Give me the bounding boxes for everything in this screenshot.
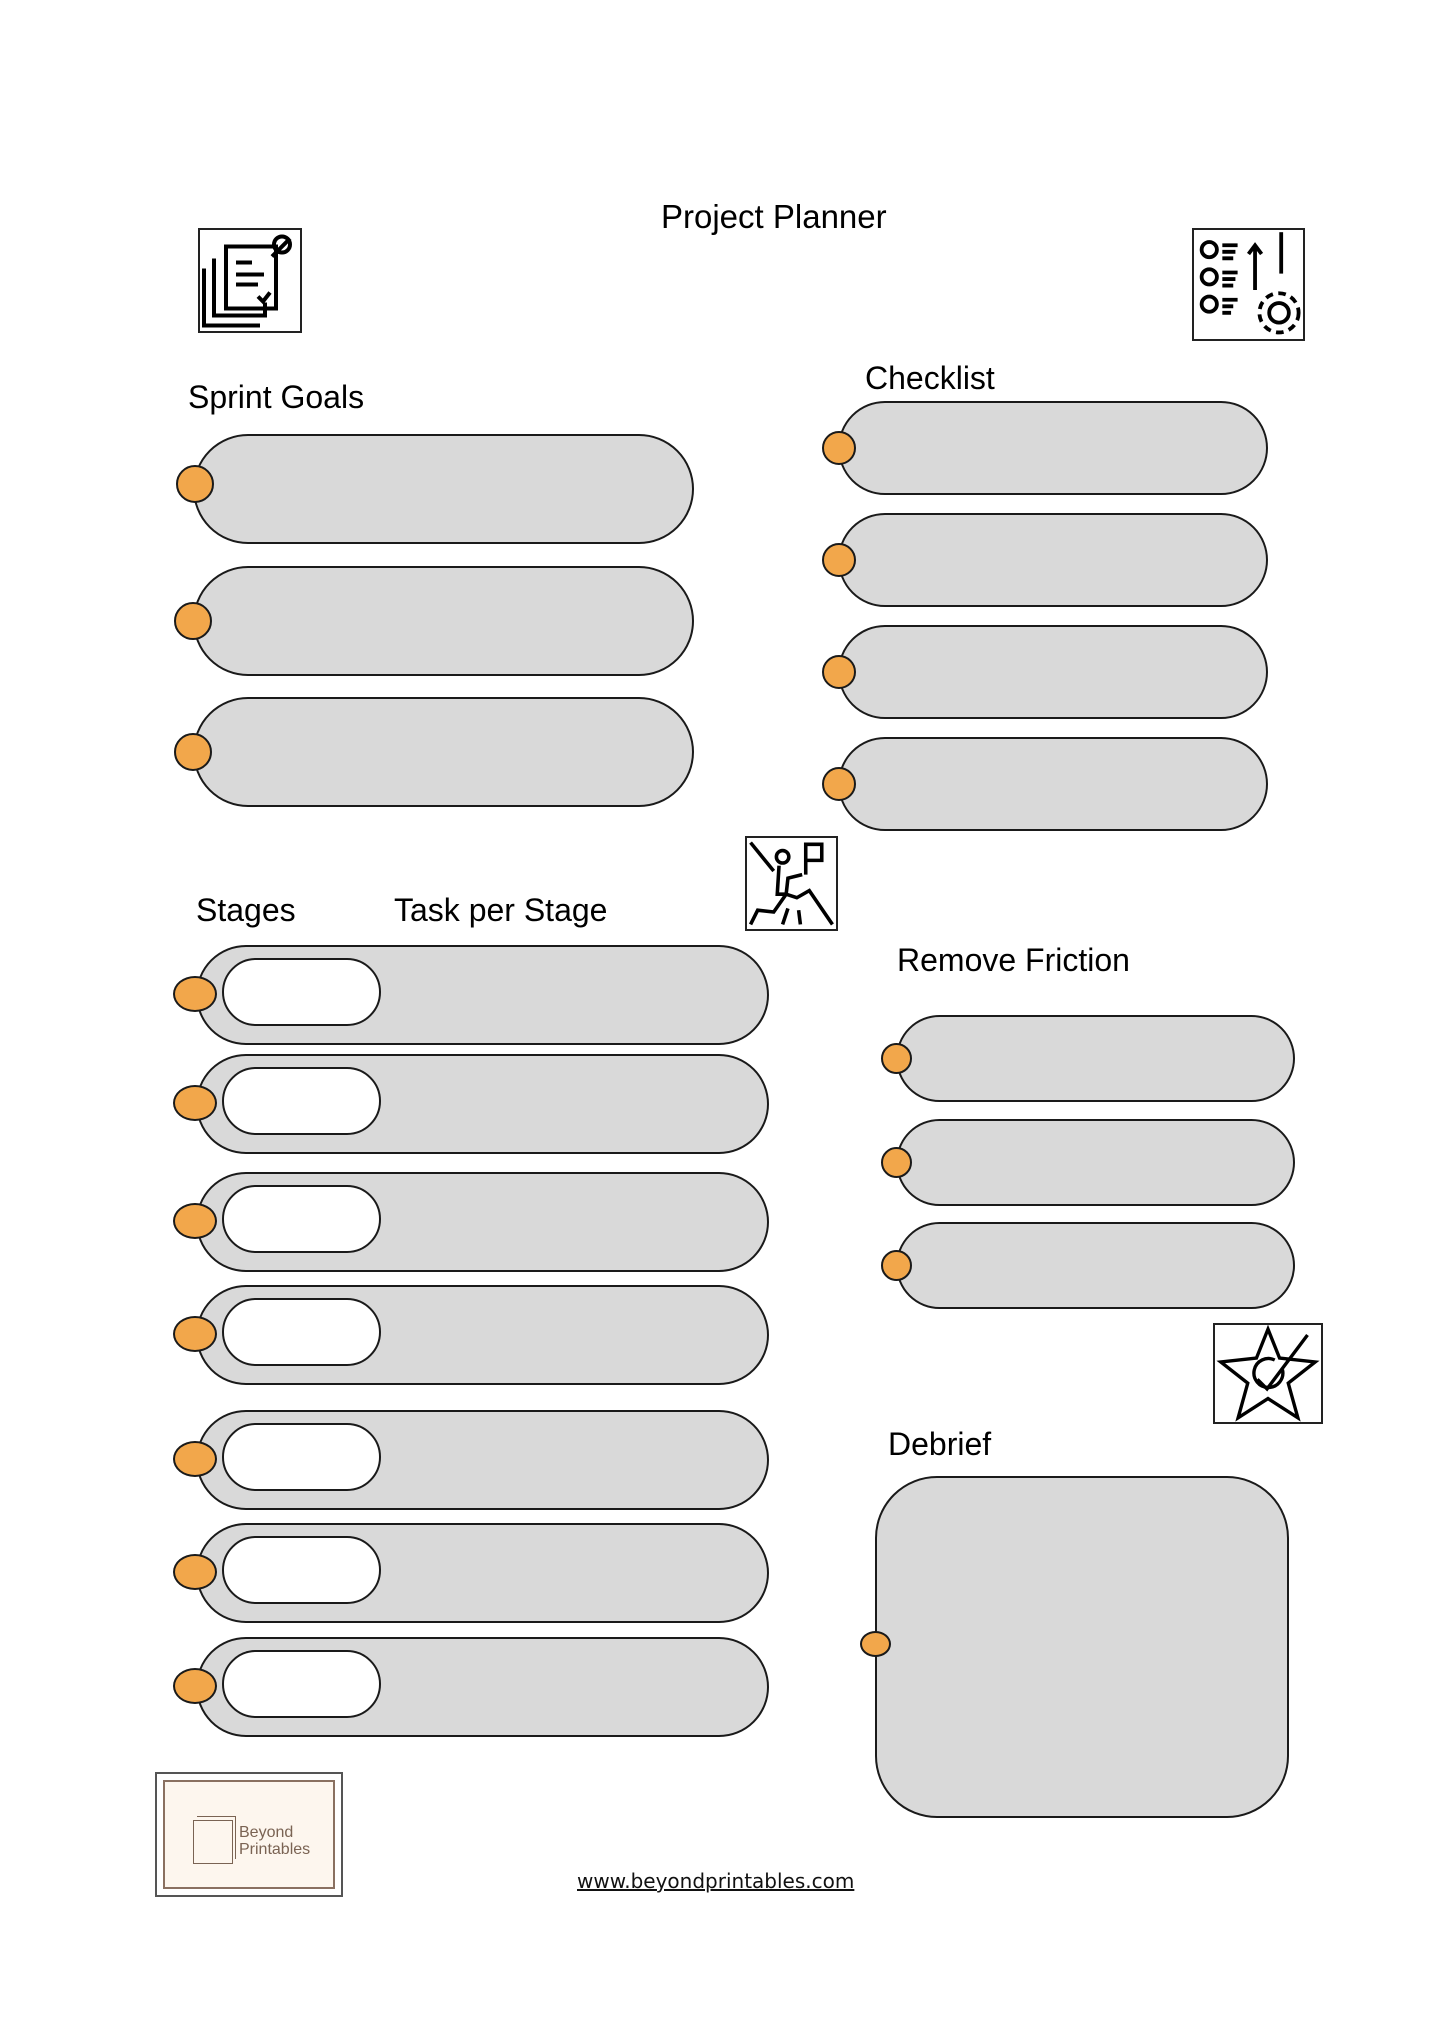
stage-field[interactable] — [222, 1536, 381, 1604]
stages-heading: Stages — [196, 892, 296, 928]
remove-friction-heading: Remove Friction — [897, 942, 1130, 978]
friction-field[interactable] — [896, 1222, 1295, 1309]
bullet-dot — [881, 1043, 912, 1074]
bullet-dot — [173, 1203, 217, 1239]
checklist-field[interactable] — [838, 625, 1268, 719]
bullet-dot — [822, 655, 856, 689]
friction-field[interactable] — [896, 1015, 1295, 1102]
sprint-goal-field[interactable] — [193, 566, 694, 676]
footer-link[interactable]: www.beyondprintables.com — [577, 1869, 855, 1893]
numbered-list-gear-icon — [1192, 228, 1305, 341]
sprint-goal-field[interactable] — [193, 697, 694, 807]
checklist-field[interactable] — [838, 737, 1268, 831]
star-check-icon — [1213, 1323, 1323, 1424]
page-title: Project Planner — [661, 198, 887, 235]
brand-logo — [155, 1772, 343, 1897]
bullet-dot — [174, 602, 212, 640]
sprint-goal-field[interactable] — [193, 434, 694, 544]
stage-field[interactable] — [222, 958, 381, 1026]
task-per-stage-heading: Task per Stage — [394, 892, 608, 928]
sprint-goals-heading: Sprint Goals — [188, 379, 365, 415]
stage-field[interactable] — [222, 1185, 381, 1253]
logo-frame — [163, 1780, 335, 1889]
logo-text — [239, 1824, 310, 1858]
logo-line2: Printables — [239, 1841, 311, 1858]
bullet-dot — [173, 1554, 217, 1590]
bullet-dot — [176, 465, 214, 503]
bullet-dot — [173, 1316, 217, 1352]
climber-flag-icon — [745, 836, 838, 931]
bullet-dot — [822, 431, 856, 465]
stage-field[interactable] — [222, 1067, 381, 1135]
debrief-field[interactable] — [875, 1476, 1289, 1818]
documents-pin-icon — [198, 228, 302, 333]
debrief-heading: Debrief — [888, 1426, 992, 1462]
bullet-dot — [822, 543, 856, 577]
bullet-dot — [860, 1631, 891, 1657]
bullet-dot — [173, 976, 217, 1012]
bullet-dot — [881, 1250, 912, 1281]
logo-line1: Beyond — [239, 1824, 294, 1841]
logo-page-back-icon — [197, 1816, 236, 1859]
bullet-dot — [173, 1668, 217, 1704]
checklist-heading: Checklist — [865, 360, 995, 396]
checklist-field[interactable] — [838, 401, 1268, 495]
friction-field[interactable] — [896, 1119, 1295, 1206]
checklist-field[interactable] — [838, 513, 1268, 607]
bullet-dot — [173, 1085, 217, 1121]
stage-field[interactable] — [222, 1650, 381, 1718]
bullet-dot — [173, 1441, 217, 1477]
stage-field[interactable] — [222, 1298, 381, 1366]
bullet-dot — [822, 767, 856, 801]
bullet-dot — [174, 733, 212, 771]
bullet-dot — [881, 1147, 912, 1178]
stage-field[interactable] — [222, 1423, 381, 1491]
